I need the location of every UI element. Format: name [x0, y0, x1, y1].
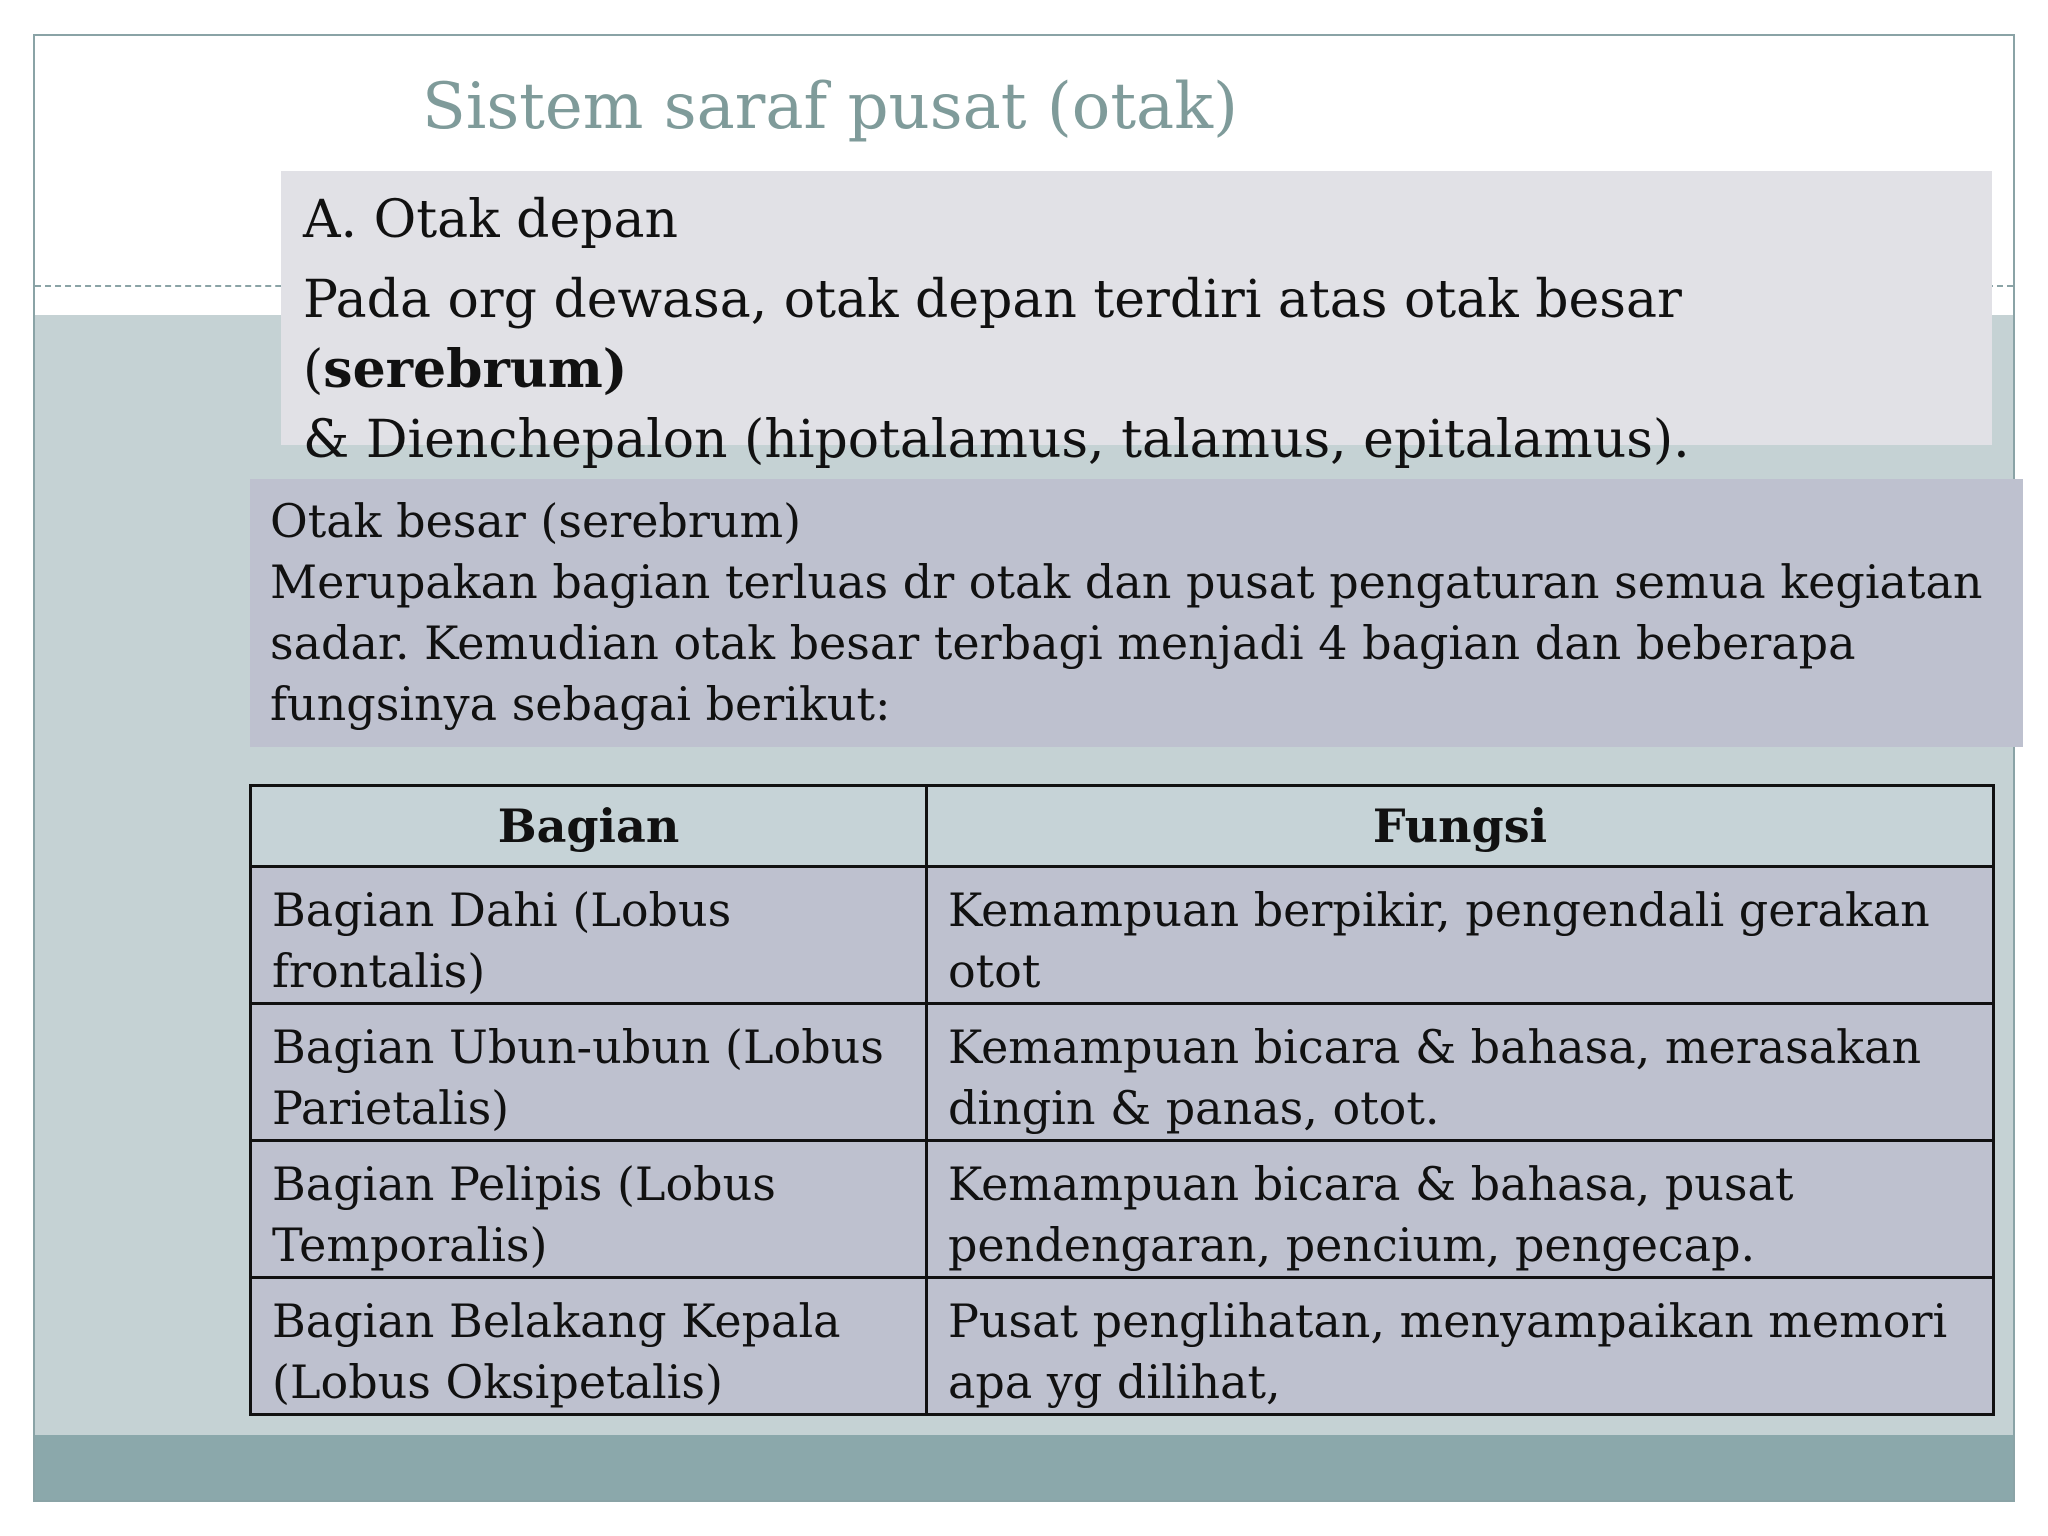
cell-bagian: Bagian Pelipis (Lobus Temporalis): [251, 1141, 927, 1278]
cell-fungsi: Kemampuan berpikir, pengendali gerakan otot: [926, 867, 1993, 1004]
lobes-table: [249, 784, 1995, 1416]
cell-fungsi: Pusat penglihatan, menyampaikan memori apa yg dilihat,: [926, 1278, 1993, 1415]
cell-fungsi: Kemampuan bicara & bahasa, merasakan dingin & panas, otot.: [926, 1004, 1993, 1141]
section-a-paragraph: [303, 265, 1972, 475]
cell-bagian: Bagian Belakang Kepala (Lobus Oksipetalis): [251, 1278, 927, 1415]
cell-fungsi: Kemampuan bicara & bahasa, pusat pendengaran, pencium, pengecap.: [926, 1141, 1993, 1278]
table-header-row: [251, 786, 1994, 867]
slide-title: Sistem saraf pusat (otak): [422, 70, 1238, 144]
header-bagian: Bagian: [251, 786, 927, 867]
table-row: [251, 867, 1994, 1004]
footer-band: [35, 1435, 2013, 1502]
cell-bagian: Bagian Ubun-ubun (Lobus Parietalis): [251, 1004, 927, 1141]
table-row: [251, 1278, 1994, 1415]
section-a-text-2: & Dienchepalon (hipotalamus, talamus, epitalamus).: [303, 410, 1690, 470]
table-row: [251, 1004, 1994, 1141]
table-row: [251, 1141, 1994, 1278]
section-a-box: [281, 171, 1992, 470]
cerebrum-heading: Otak besar (serebrum): [270, 494, 802, 548]
header-fungsi: Fungsi: [926, 786, 1993, 867]
cerebrum-description: Merupakan bagian terluas dr otak dan pusat pengaturan semua kegiatan sadar. Kemudian otak besar terbagi menjadi 4 bagian dan beberapa fungsinya sebagai berikut:: [270, 555, 1983, 731]
cell-bagian: Bagian Dahi (Lobus frontalis): [251, 867, 927, 1004]
section-a-heading: A. Otak depan: [303, 190, 679, 250]
section-a-bold-term: serebrum): [323, 339, 628, 400]
cerebrum-box: [250, 479, 2023, 747]
section-a-text-1: Pada org dewasa, otak depan terdiri atas otak besar (: [303, 270, 1682, 400]
